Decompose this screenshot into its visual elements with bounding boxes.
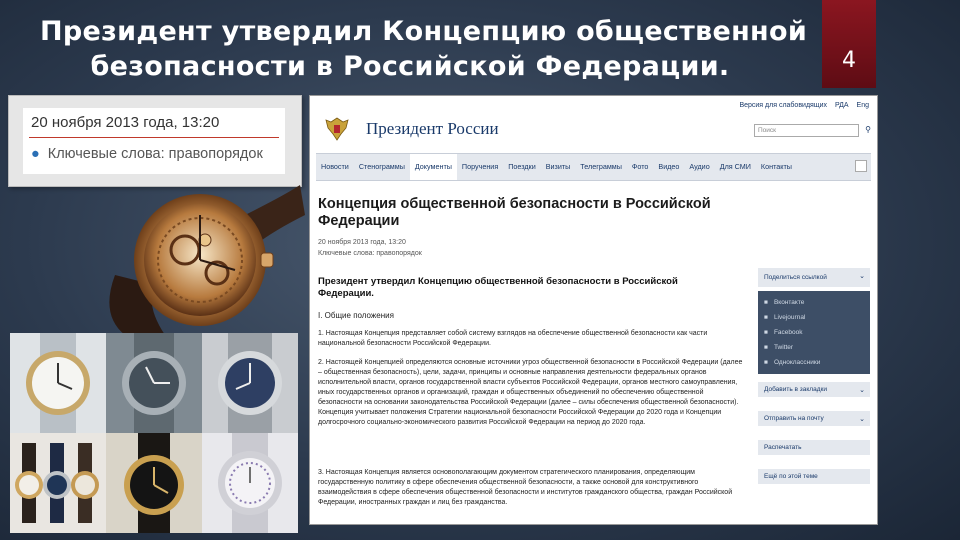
nav-item-instructions[interactable]: Поручения [461, 162, 499, 171]
share-header[interactable] [758, 268, 870, 287]
share-odnoklassniki[interactable]: ■ Одноклассники [764, 359, 821, 366]
callout-date: 20 ноября 2013 года, 13:20 [31, 114, 220, 131]
nav-item-audio[interactable]: Аудио [689, 162, 710, 171]
meta-keywords[interactable]: Ключевые слова: правопорядок [318, 250, 422, 257]
search-input[interactable]: Поиск [754, 124, 859, 137]
nav-item-contacts[interactable]: Контакты [760, 162, 792, 171]
nav-item-photo[interactable]: Фото [631, 162, 649, 171]
slide-title-line-1: Президент утвердил Концепцию общественной [40, 16, 808, 47]
kremlin-website-screenshot [309, 95, 878, 525]
article-heading: Президент утвердил Концепцию общественной безопасности в Российской Федерации. [318, 276, 678, 299]
watch-image-4 [10, 433, 106, 533]
share-vk[interactable]: ■ Вконтакте [764, 299, 805, 306]
email-block[interactable]: Отправить на почту ⌄ [758, 411, 870, 426]
paragraph-1: 1. Настоящая Концепция представляет собой систему взглядов на обеспечение общественной безопасности как части национальной безопасности Российской Федерации. [318, 330, 708, 347]
nav-item-visits[interactable]: Визиты [545, 162, 571, 171]
nav-item-news[interactable]: Новости [321, 162, 349, 171]
english-link[interactable]: Eng [856, 102, 869, 109]
pin-icon: ● [31, 146, 40, 162]
meta-date: 20 ноября 2013 года, 13:20 [318, 239, 406, 246]
accessibility-link[interactable]: Версия для слабовидящих [739, 102, 827, 109]
top-links [733, 102, 869, 109]
slide-number: 4 [822, 0, 876, 88]
share-list [758, 291, 870, 374]
share-label: Поделиться ссылкой [764, 274, 827, 281]
nav-item-transcripts[interactable]: Стенограммы [358, 162, 405, 171]
nav-item-media[interactable]: Для СМИ [719, 162, 751, 171]
chevron-down-icon: ⌄ [859, 416, 865, 423]
twitter-icon: ■ [764, 344, 768, 351]
nav-menu-button[interactable] [855, 160, 867, 172]
site-header [310, 96, 877, 150]
share-livejournal[interactable]: ■ Livejournal [764, 314, 806, 321]
sidebar [758, 268, 870, 488]
watch-image-6 [202, 433, 298, 533]
related-block[interactable]: Ещё по этой теме [758, 469, 870, 484]
section-heading: I. Общие положения [318, 311, 394, 320]
coat-of-arms-icon [320, 114, 354, 144]
chevron-down-icon: ⌄ [859, 387, 865, 394]
site-title[interactable]: Президент России [366, 119, 499, 138]
nav-item-trips[interactable]: Поездки [508, 162, 536, 171]
share-twitter[interactable]: ■ Twitter [764, 344, 794, 351]
skeleton-watch-image [95, 175, 305, 335]
callout-keywords-text: Ключевые слова: правопорядок [47, 146, 263, 162]
paragraph-3: 3. Настоящая Концепция является основополагающим документом стратегического планирования, определяющим государственную политику в сфере обеспечения общественной безопасности, а также основой для конструктивного взаимодействия в сфере обеспечения общественной безопасности и институтов гражданского общества, граждан Российской Федерации, иностранных граждан и лиц без гражданства. [318, 469, 733, 506]
watch-image-2 [106, 333, 202, 433]
share-facebook[interactable]: ■ Facebook [764, 329, 803, 336]
nav-item-video[interactable]: Видео [658, 162, 680, 171]
watch-collage [10, 333, 298, 533]
rda-link[interactable]: РДА [834, 102, 849, 109]
livejournal-icon: ■ [764, 314, 768, 321]
zoom-callout [8, 95, 302, 187]
watch-image-3 [202, 333, 298, 433]
paragraph-2: 2. Настоящей Концепцией определяются основные источники угроз общественной безопасности в Российской Федерации (далее – общественная безопасность), цели, задачи, принципы и основные направления деятельности федеральных органов исполнительной власти, органов государственной власти субъектов Российской Федерации, органов местного самоуправления, иных государственных органов и организаций, граждан и общественных объединений по обеспечению общественной безопасности на основании законодательства Российской Федерации (далее – силы обеспечения общественной безопасности). Концепция учитывает положения Стратегии национальной безопасности Российской Федерации до 2020 года и Концепции долгосрочного социально-экономического развития Российской Федерации на период до 2020 года. [318, 359, 743, 426]
slide-title-line-2: безопасности в Российской Федерации. [90, 51, 730, 82]
facebook-icon: ■ [764, 329, 768, 336]
bookmark-block[interactable]: Добавить в закладки ⌄ [758, 382, 870, 397]
vk-icon: ■ [764, 299, 768, 306]
watch-image-1 [10, 333, 106, 433]
main-nav [316, 153, 871, 181]
callout-keywords [31, 146, 263, 162]
odnoklassniki-icon: ■ [764, 359, 768, 366]
search-icon[interactable]: ⚲ [865, 125, 871, 134]
page-heading: Концепция общественной безопасности в Российской Федерации [318, 196, 711, 229]
nav-item-documents[interactable]: Документы [410, 154, 457, 180]
watch-image-5 [106, 433, 202, 533]
chevron-down-icon: ⌄ [859, 273, 865, 280]
callout-divider [29, 137, 279, 138]
print-block[interactable]: Распечатать [758, 440, 870, 455]
slide-title [40, 14, 808, 84]
nav-item-telegrams[interactable]: Телеграммы [580, 162, 622, 171]
